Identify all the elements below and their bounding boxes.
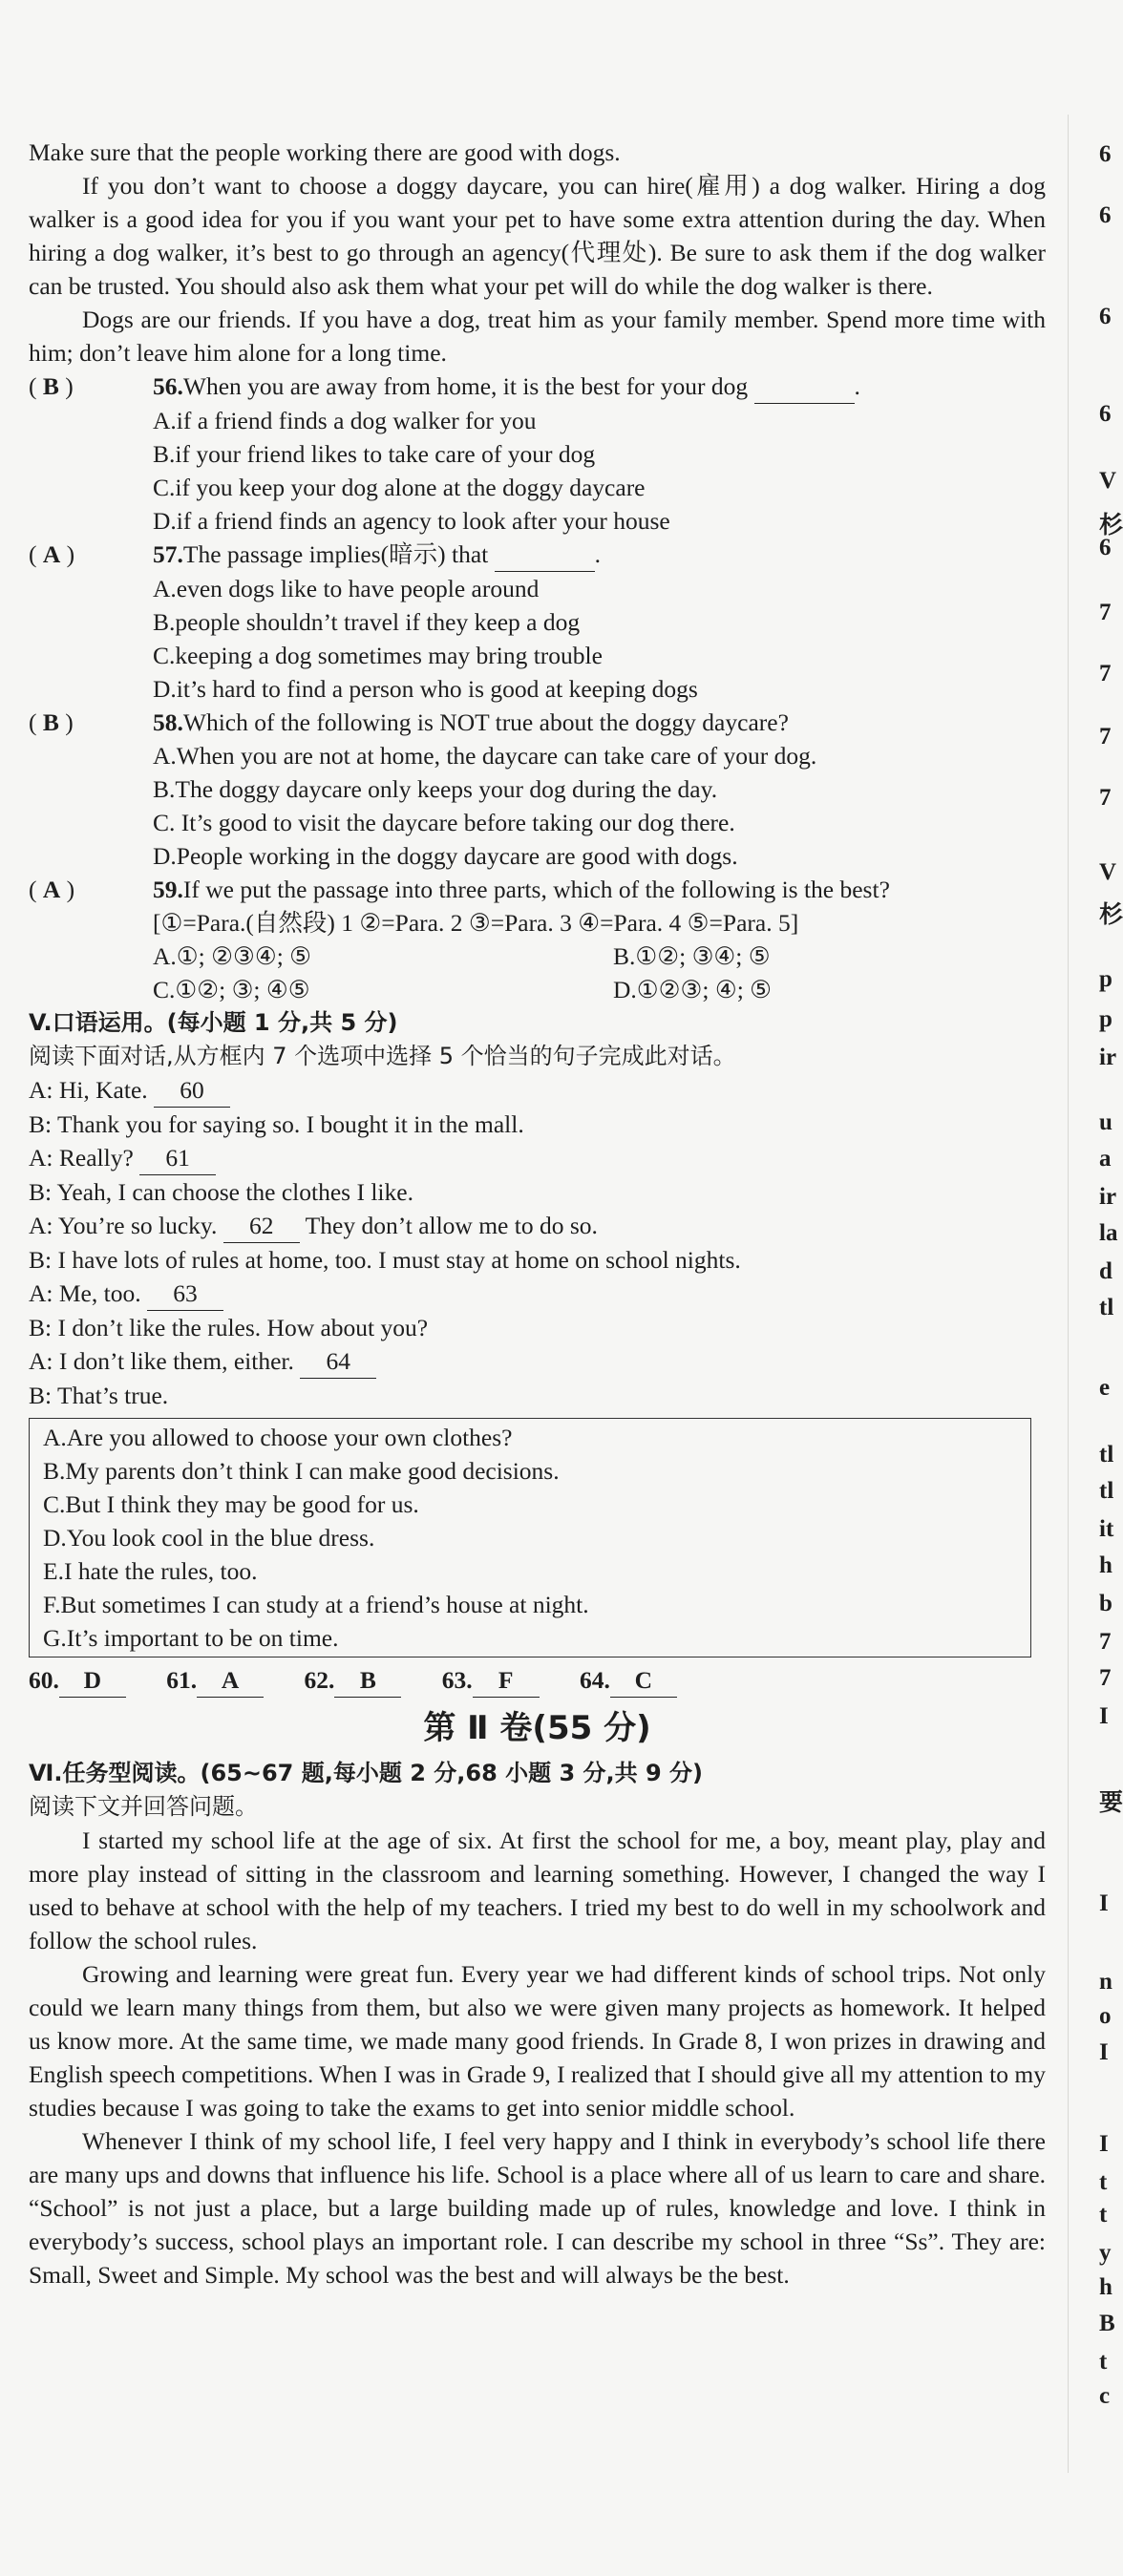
passage-paragraph: Whenever I think of my school life, I feel very happy and I think in everybody’s school life there are many ups and downs that influence his life. School is a place where all of us learn to care and share. “School” is not just a place, but a large building made up of rules, knowledge and love. I think in everybody’s success, school plays an important role. I can describe my school in three “Ss”. They are: Small, Sweet and Simple. My school was the best and will always be the best. — [29, 2127, 1046, 2289]
answer-blank: 62 — [223, 1209, 300, 1243]
dialogue-line: A: Me, too. 63 — [29, 1277, 1046, 1311]
answer-blank: 63 — [147, 1277, 223, 1311]
question-stem: When you are away from home, it is the best for your dog — [182, 372, 754, 400]
option-d: D.it’s hard to find a person who is good at keeping dogs — [153, 675, 698, 703]
dialogue-line: A: Hi, Kate. 60 — [29, 1073, 1046, 1108]
box-option: F.But sometimes I can study at a friend’s house at night. — [43, 1591, 589, 1618]
cropped-neighbor-char: ir — [1099, 1184, 1117, 1210]
question-number: 56. — [153, 372, 183, 400]
cropped-neighbor-char: h — [1099, 2274, 1112, 2300]
passage-paragraph: If you don’t want to choose a doggy daycare, you can hire(雇用) a dog walker. Hiring a dog walker is a good idea for you if you want your pet to have some extra attention during the day. When hiring a dog walker, it’s best to go through an agency(代理处). Be sure to ask them if the dog walker can be trusted. You should also ask them what your pet will do while the dog walker is there. — [29, 172, 1046, 300]
option-b: B.if your friend likes to take care of your dog — [153, 440, 596, 468]
cropped-neighbor-char: 7 — [1099, 661, 1112, 686]
option-c: C.keeping a dog sometimes may bring trouble — [153, 642, 603, 669]
option-a: A.if a friend finds a dog walker for you — [153, 407, 537, 434]
dialogue-line: B: I have lots of rules at home, too. I must stay at home on school nights. — [29, 1246, 741, 1274]
question-stem: Which of the following is NOT true about the doggy daycare? — [182, 708, 789, 736]
cropped-neighbor-char: 7 — [1099, 600, 1112, 625]
option-c: C.①②; ③; ④⑤ — [153, 976, 310, 1003]
paren-close: ) — [58, 708, 74, 736]
section-heading: Ⅵ.任务型阅读。(65~67 题,每小题 2 分,68 小题 3 分,共 9 分) — [29, 1760, 704, 1786]
cropped-neighbor-char: t — [1099, 2202, 1108, 2228]
box-option: B.My parents don’t think I can make good decisions. — [43, 1457, 560, 1485]
cropped-neighbor-char: 杉 — [1099, 902, 1123, 928]
cropped-neighbor-char: c — [1099, 2383, 1111, 2409]
cropped-neighbor-char: tl — [1099, 1478, 1114, 1504]
cropped-neighbor-char: h — [1099, 1552, 1112, 1578]
box-option: A.Are you allowed to choose your own clothes? — [43, 1424, 513, 1451]
question-number: 57. — [153, 540, 183, 568]
section-instruction: 阅读下文并回答问题。 — [29, 1793, 258, 1820]
cropped-neighbor-char: t — [1099, 2169, 1108, 2195]
option-b: B.The doggy daycare only keeps your dog during the day. — [153, 775, 718, 803]
cropped-neighbor-char: 6 — [1099, 535, 1112, 560]
column-divider — [1068, 115, 1069, 2473]
cropped-neighbor-char: n — [1099, 1969, 1112, 1995]
cropped-neighbor-char: V — [1099, 859, 1117, 885]
cropped-neighbor-char: y — [1099, 2240, 1112, 2266]
question-58 — [29, 706, 1046, 873]
dialogue-line: A: Really? 61 — [29, 1141, 1046, 1175]
dialogue-line: B: Thank you for saying so. I bought it in the mall. — [29, 1110, 524, 1138]
answer-blank — [495, 538, 595, 572]
option-d: D.①②③; ④; ⑤ — [613, 976, 773, 1003]
cropped-neighbor-char: B — [1099, 2311, 1115, 2336]
cropped-neighbor-char: b — [1099, 1591, 1112, 1616]
paragraph-key: [①=Para.(自然段) 1 ②=Para. 2 ③=Para. 3 ④=Para. 4 ⑤=Para. 5] — [153, 909, 799, 937]
adjacent-page-edge — [1096, 0, 1123, 2576]
cropped-neighbor-char: 6 — [1099, 202, 1112, 228]
cropped-neighbor-char: d — [1099, 1258, 1112, 1284]
paren-open: ( — [29, 372, 43, 400]
cropped-neighbor-char: tl — [1099, 1442, 1114, 1467]
cropped-neighbor-char: a — [1099, 1146, 1112, 1172]
filled-answer: F — [473, 1663, 540, 1698]
answer-mark: A — [42, 876, 61, 903]
answer-blank: 61 — [139, 1141, 216, 1175]
section-heading: V.口语运用。(每小题 1 分,共 5 分) — [29, 1009, 398, 1036]
option-b: B.①②; ③④; ⑤ — [613, 942, 771, 970]
filled-answer: B — [334, 1663, 401, 1698]
passage-paragraph: Make sure that the people working there are good with dogs. — [29, 138, 621, 166]
filled-answer: A — [197, 1663, 264, 1698]
passage-paragraph: Growing and learning were great fun. Every year we had different kinds of school trips. Not only could we learn many things from them, but also we were given many projects as homework. It helped us know more. At the same time, we made many good friends. In Grade 8, I won prizes in drawing and English speech competitions. When I was in Grade 9, I realized that I should give all my attention to my studies because I was going to take the exams to get into senior middle school. — [29, 1960, 1046, 2122]
part-title: 第 Ⅱ 卷(55 分) — [423, 1709, 651, 1747]
dialogue-line: A: I don’t like them, either. 64 — [29, 1344, 1046, 1379]
cropped-neighbor-char: I — [1099, 2039, 1109, 2065]
option-c: C.if you keep your dog alone at the doggy daycare — [153, 474, 646, 501]
options-box — [29, 1418, 1031, 1658]
section-instruction: 阅读下面对话,从方框内 7 个选项中选择 5 个恰当的句子完成此对话。 — [29, 1043, 736, 1069]
cropped-neighbor-char: I — [1099, 1703, 1109, 1729]
filled-answer: D — [59, 1663, 126, 1698]
answer-mark: A — [42, 540, 61, 568]
paren-close: ) — [58, 372, 74, 400]
paren-close: ) — [60, 876, 75, 903]
option-d: D.if a friend finds an agency to look after your house — [153, 507, 670, 535]
cropped-neighbor-char: 7 — [1099, 785, 1112, 811]
cropped-neighbor-char: 6 — [1099, 141, 1112, 167]
dialogue — [29, 1073, 1046, 1412]
passage-paragraph: Dogs are our friends. If you have a dog, treat him as your family member. Spend more time with him; don’t leave him alone for a long time. — [29, 306, 1046, 367]
cropped-neighbor-char: o — [1099, 2003, 1112, 2029]
cropped-neighbor-char: it — [1099, 1516, 1114, 1542]
option-a: A.When you are not at home, the daycare can take care of your dog. — [153, 742, 817, 770]
dialogue-line: B: That’s true. — [29, 1382, 169, 1409]
dialogue-line: B: Yeah, I can choose the clothes I like. — [29, 1178, 413, 1206]
option-a: A.①; ②③④; ⑤ — [153, 942, 312, 970]
answer-blank: 64 — [300, 1344, 376, 1379]
dialogue-line: B: I don’t like the rules. How about you? — [29, 1314, 429, 1341]
cropped-neighbor-char: V — [1099, 468, 1117, 494]
cropped-neighbor-char: p — [1099, 966, 1112, 992]
dialogue-line: A: You’re so lucky. 62 They don’t allow me to do so. — [29, 1209, 1046, 1243]
cropped-neighbor-char: u — [1099, 1109, 1112, 1135]
question-number: 59. — [153, 876, 183, 903]
question-59 — [29, 873, 1046, 1006]
box-option: D.You look cool in the blue dress. — [43, 1524, 375, 1552]
box-option: E.I hate the rules, too. — [43, 1557, 258, 1585]
passage-paragraph: I started my school life at the age of six. At first the school for me, a boy, meant play, play and more play instead of sitting in the classroom and learning something. However, I changed the way I used to behave at school with the help of my teachers. I tried my best to do well in my schoolwork and follow the school rules. — [29, 1826, 1046, 1954]
cropped-neighbor-char: I — [1099, 2131, 1109, 2157]
answer-mark: B — [42, 372, 59, 400]
box-option: G.It’s important to be on time. — [43, 1624, 339, 1652]
answer-blank: 60 — [154, 1073, 230, 1108]
option-b: B.people shouldn’t travel if they keep a dog — [153, 608, 581, 636]
option-a: A.even dogs like to have people around — [153, 575, 540, 602]
cropped-neighbor-char: 7 — [1099, 1629, 1112, 1655]
cropped-neighbor-char: t — [1099, 2349, 1108, 2375]
question-number: 58. — [153, 708, 183, 736]
box-option: C.But I think they may be good for us. — [43, 1490, 419, 1518]
option-d: D.People working in the doggy daycare are good with dogs. — [153, 842, 738, 870]
paren-open: ( — [29, 540, 43, 568]
cropped-neighbor-char: la — [1099, 1220, 1118, 1246]
answer-mark: B — [42, 708, 59, 736]
left-column — [29, 136, 1046, 2291]
question-57: ( A ) 57.The passage implies(暗示) that . A.even dogs like to have people around B.people shouldn’t travel if they keep a dog C.keeping a dog sometimes may bring trouble D.it’s hard to find a person who is good at keeping dogs — [29, 538, 1046, 706]
paren-close: ) — [60, 540, 75, 568]
cropped-neighbor-char: I — [1099, 1890, 1109, 1916]
option-c: C. It’s good to visit the daycare before taking our dog there. — [153, 809, 735, 836]
question-stem: The passage implies(暗示) that — [182, 540, 495, 568]
cropped-neighbor-char: 杉 — [1099, 513, 1123, 538]
cropped-neighbor-char: tl — [1099, 1295, 1114, 1320]
answer-blank — [754, 370, 855, 404]
filled-answer: C — [610, 1663, 677, 1698]
cropped-neighbor-char: 6 — [1099, 304, 1112, 329]
cropped-neighbor-char: 要 — [1099, 1790, 1123, 1816]
answer-row: 60. D 61. A 62. B 63. F 64. C — [29, 1663, 1046, 1698]
paren-open: ( — [29, 876, 43, 903]
cropped-neighbor-char: e — [1099, 1375, 1111, 1401]
cropped-neighbor-char: 7 — [1099, 1665, 1112, 1691]
cropped-neighbor-char: p — [1099, 1006, 1112, 1032]
question-56: ( B ) 56.When you are away from home, it is the best for your dog . A.if a friend finds a dog walker for you B.if your friend likes to take care of your dog C.if you keep your dog alone at the doggy daycare D.if a friend finds an agency to look after your house — [29, 370, 1046, 538]
paren-open: ( — [29, 708, 43, 736]
cropped-neighbor-char: 7 — [1099, 724, 1112, 750]
question-stem: If we put the passage into three parts, which of the following is the best? — [182, 876, 890, 903]
cropped-neighbor-char: 6 — [1099, 401, 1112, 427]
cropped-neighbor-char: ir — [1099, 1045, 1117, 1070]
